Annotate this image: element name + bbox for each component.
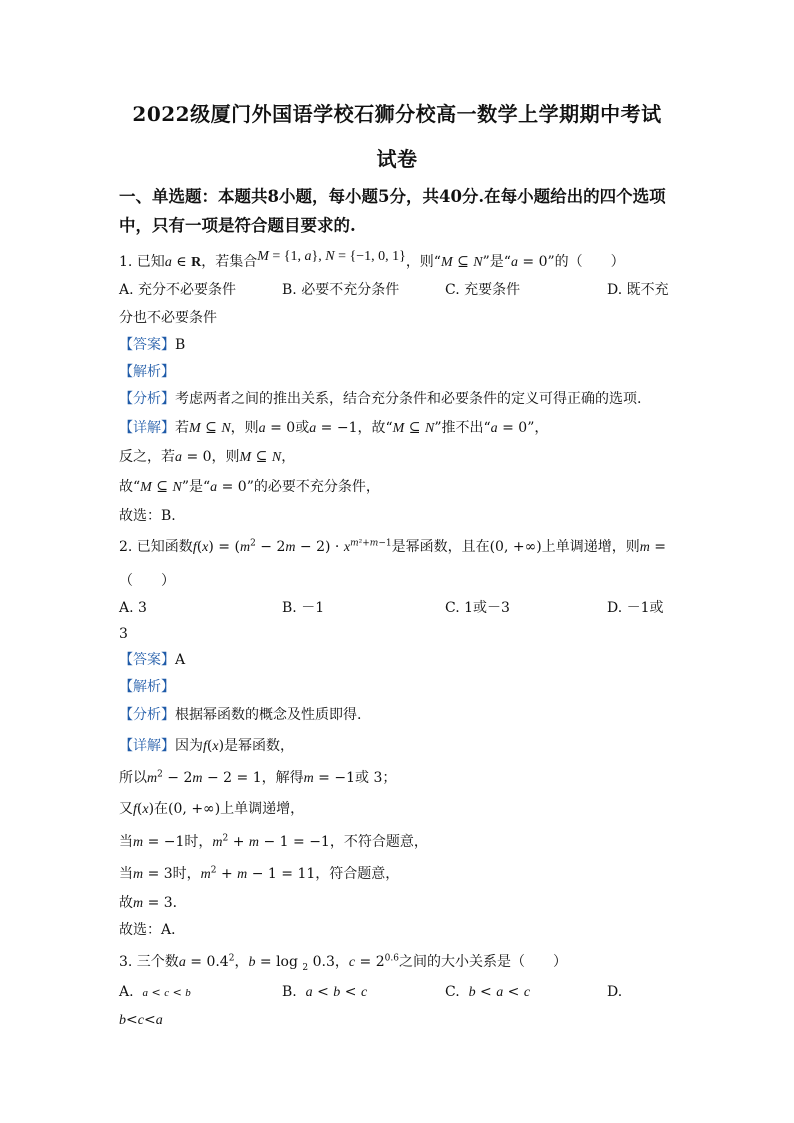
q2-paren: （ ） [119,573,175,589]
q1-analysis-label: 【解析】 [119,364,175,380]
q1-option-d: D. 既不充 [607,282,669,298]
q2-option-a: A. 3 [119,600,147,616]
doc-title-line2: 试卷 [376,147,418,171]
q2-detail-5: 当m = 3时，$m^2 + m - 1 = 11$，符合题意， [119,865,400,882]
q1-answer: 【答案】B [119,337,186,353]
q1-option-a: A. 充分不必要条件 [119,282,237,298]
q3-option-b: B. a < b < c [282,984,368,1000]
q1-option-b: B. 必要不充分条件 [282,282,400,298]
q2-option-b: B. －1 [282,600,325,616]
q1-fenxi: 【分析】考虑两者之间的推出关系，结合充分条件和必要条件的定义可得正确的选项. [119,391,642,407]
q1-option-d-cont: 分也不必要条件 [119,310,217,326]
q2-choose: 故选：A． [119,922,186,938]
q3-stem: 3. 三个数$a = 0.4^2$，b = log $_2$ 0.3，$c = 2^{0.6}$之间的大小关系是（ ） [119,953,567,973]
q2-fenxi: 【分析】根据幂函数的概念及性质即得. [119,707,362,723]
q1-detail-2: 反之，若a = 0，则M ⊆ N， [119,449,296,465]
q2-option-d: D. －1或 [607,600,664,616]
q2-detail-1: 【详解】因为f(x)是幂函数， [119,738,295,754]
q3-option-d: D. [607,984,623,1000]
q2-option-d-cont: 3 [119,626,128,642]
q1-stem: 1. 已知a ∈ R，若集合M = {1, a}, N = {−1, 0, 1}，则“M ⊆ N”是“a = 0”的（ ） [119,249,625,270]
q2-detail-4: 当m = −1时，$m^2 + m - 1 = -1$，不符合题意， [119,833,428,850]
q1-option-c: C. 充要条件 [445,282,521,298]
q2-answer: 【答案】A [119,652,186,668]
q2-analysis-label: 【解析】 [119,679,175,695]
q3-option-a: A. a < c < b [119,984,191,1000]
q1-choose: 故选：B. [119,508,176,524]
doc-title-line1: 2022级厦门外国语学校石狮分校高一数学上学期期中考试 [132,102,662,126]
q2-detail-3: 又f(x)在(0, +∞)上单调递增， [119,801,305,817]
q2-option-c: C. 1或－3 [445,600,510,616]
q2-stem: 2. 已知函数$f(x) = (m^2 - 2m - 2) \cdot x^{m^2+m-1}$是幂函数，且在(0, +∞)上单调递增，则m = [119,538,667,555]
q2-detail-6: 故m = 3． [119,895,187,911]
q2-detail-2: 所以$m^2 - 2m - 2 = 1$，解得m = −1或 3； [119,769,397,786]
section-heading-line2: 中，只有一项是符合题目要求的. [119,216,356,235]
q1-detail-1: 【详解】若M ⊆ N，则a = 0或a = −1，故“M ⊆ N”推不出“a = 0”， [119,420,549,436]
q3-option-c: C. b < a < c [445,984,531,1000]
section-heading-line1: 一、单选题：本题共8小题，每小题5分，共40分.在每小题给出的四个选项 [119,187,666,206]
q1-detail-3: 故“M ⊆ N”是“a = 0”的必要不充分条件， [119,479,380,495]
q3-option-d-cont: b<c<a [119,1012,163,1028]
